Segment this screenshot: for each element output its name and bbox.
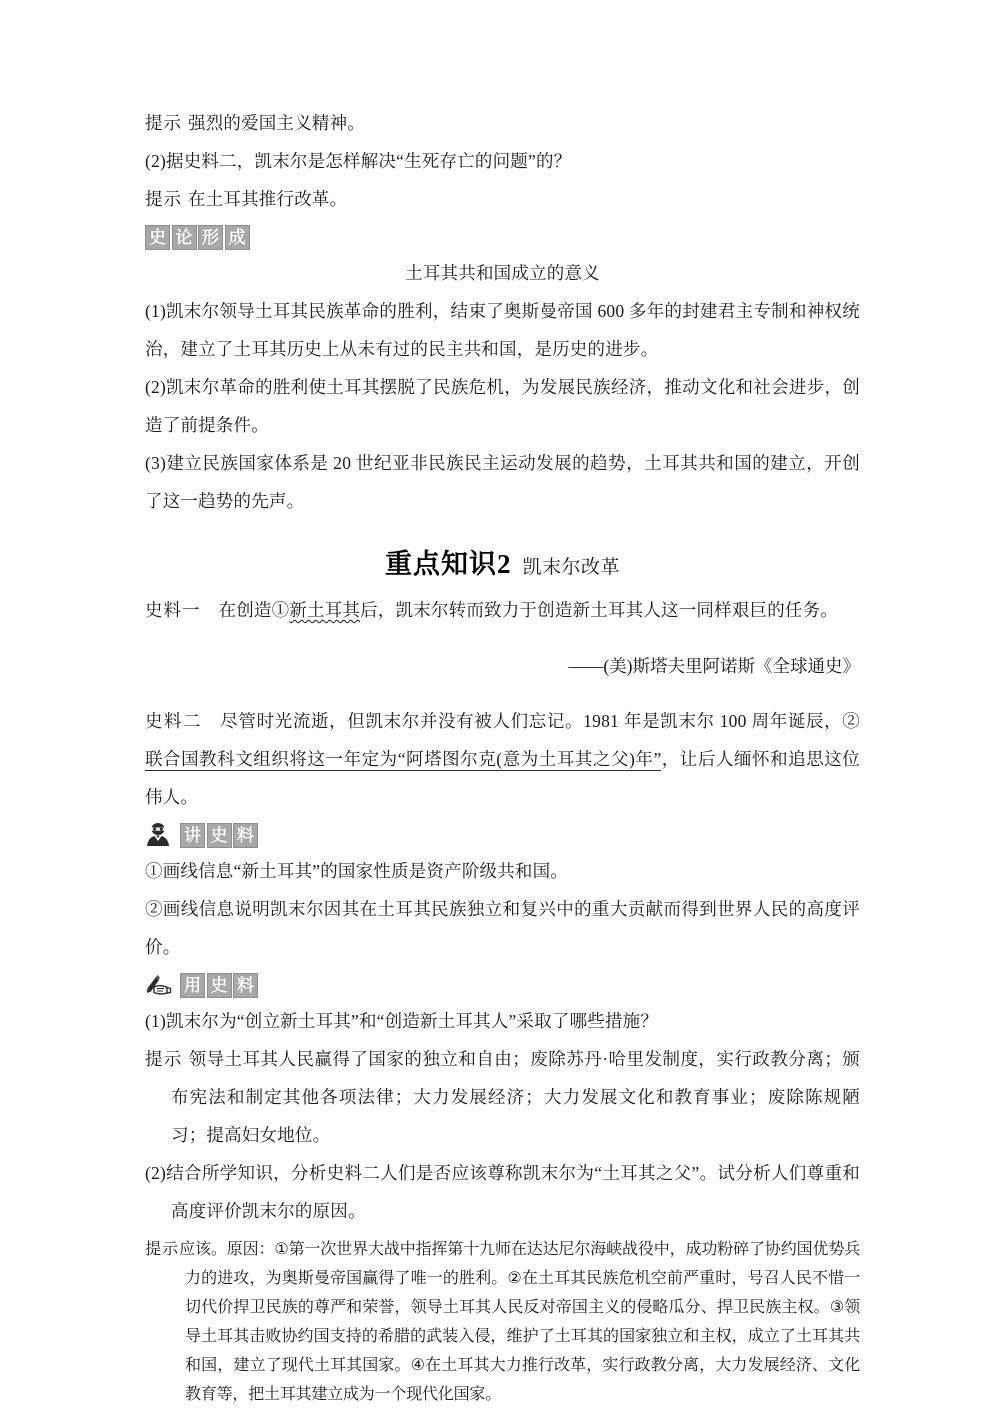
badge-char: 成 [225, 225, 250, 250]
jiang-item-1: ①画线信息“新土耳其”的国家性质是资产阶级共和国。 [145, 861, 569, 881]
yong-tip-2 [145, 1234, 860, 1408]
shiliao-1-source: ——(美)斯塔夫里阿诺斯《全球通史》 [568, 655, 860, 676]
shiliao-2-label: 史料二 [145, 711, 202, 731]
badge-char: 料 [233, 823, 258, 848]
shiliao-1-text-before: 在创造① [218, 600, 290, 620]
tip-label-1: 提示 [145, 113, 182, 133]
section-heading-main: 重点知识 [384, 549, 497, 580]
badge-chars-yong [180, 973, 260, 998]
badge-yong-shiliao [145, 970, 860, 1000]
badge-char: 史 [145, 225, 170, 250]
badge-chars-jiang [180, 823, 260, 848]
badge-char: 料 [233, 973, 258, 998]
tip-line-1 [145, 104, 860, 142]
shilun-title: 土耳其共和国成立的意义 [405, 263, 600, 283]
shilun-item-1: (1)凯末尔领导土耳其民族革命的胜利，结束了奥斯曼帝国 600 多年的封建君主专制和神权统治，建立了土耳其历史上从未有过的民主共和国，是历史的进步。 [145, 301, 860, 359]
tip-label-4: 提示 [145, 1239, 180, 1258]
yong-question-2: (2)结合所学知识，分析史料二人们是否应该尊称凯末尔为“土耳其之父”。试分析人们尊重和高度评价凯末尔的原因。 [145, 1163, 860, 1221]
teacher-head-icon [145, 822, 175, 848]
page-content [145, 104, 860, 1408]
badge-char: 史 [207, 823, 232, 848]
shiliao-1-label: 史料一 [145, 600, 201, 620]
shiliao-1-underlined: 新土耳其 [289, 600, 361, 620]
shiliao-2-text-before: 尽管时光流逝，但凯末尔并没有被人们忘记。1981 年是凯末尔 100 周年诞辰，② [219, 711, 861, 731]
tip-text-2: 在土耳其推行改革。 [188, 189, 348, 209]
badge-shilun-xingcheng [145, 222, 860, 252]
badge-char: 用 [180, 973, 205, 998]
shiliao-2-text-after: ，让后人缅怀和追思这位伟人。 [145, 749, 861, 807]
section-heading [145, 542, 860, 581]
tip-label-2: 提示 [145, 189, 182, 209]
badge-chars-shilun [145, 225, 251, 250]
jiang-item-2: ②画线信息说明凯末尔因其在土耳其民族独立和复兴中的重大贡献而得到世界人民的高度评价。 [145, 899, 860, 957]
yong-tip-1 [145, 1040, 860, 1154]
shilun-item-3: (3)建立民族国家体系是 20 世纪亚非民族民主运动发展的趋势，土耳其共和国的建立，开创了这一趋势的先声。 [145, 453, 860, 511]
shilun-item-2: (2)凯末尔革命的胜利使土耳其摆脱了民族危机，为发展民族经济，推动文化和社会进步，创造了前提条件。 [145, 377, 860, 435]
question-2: (2)据史料二，凯末尔是怎样解决“生死存亡的问题”的？ [145, 151, 572, 171]
tip-label-3: 提示 [145, 1049, 183, 1069]
badge-jiang-shiliao [145, 820, 860, 850]
badge-char: 讲 [180, 823, 205, 848]
tip-text-3: 领导土耳其人民赢得了国家的独立和自由；废除苏丹·哈里发制度，实行政教分离；颁布宪法和制定其他各项法律；大力发展经济；大力发展文化和教育事业；废除陈规陋习；提高妇女地位。 [171, 1049, 860, 1145]
section-heading-number: 2 [496, 549, 511, 579]
shiliao-1-text-after: 后，凯末尔转而致力于创造新土耳其人这一同样艰巨的任务。 [360, 600, 839, 620]
shiliao-2-underlined: 联合国教科文组织将这一年定为“阿塔图尔克(意为土耳其之父)年” [145, 749, 662, 769]
tip-text-4: 应该。原因：①第一次世界大战中指挥第十九师在达达尼尔海峡战役中，成功粉碎了协约国优势兵力的进攻，为奥斯曼帝国赢得了唯一的胜利。②在土耳其民族危机空前严重时，号召人民不惜一切代价捍卫民族的尊严和荣誉，领导土耳其人民反对帝国主义的侵略瓜分、捍卫民族主权。③领导土耳其击败协约国支持的希腊的武装入侵，维护了土耳其的国家独立和主权，成立了土耳其共和国，建立了现代土耳其国家。④在土耳其大力推行改革，实行政教分离，大力发展经济、文化教育等，把土耳其建立成为一个现代化国家。 [179, 1239, 860, 1403]
badge-char: 论 [172, 225, 197, 250]
badge-char: 形 [198, 225, 223, 250]
shiliao-2 [145, 702, 860, 816]
section-heading-subtitle: 凯末尔改革 [522, 557, 620, 578]
yong-question-1: (1)凯末尔为“创立新土耳其”和“创造新土耳其人”采取了哪些措施？ [145, 1011, 659, 1031]
tip-text-1: 强烈的爱国主义精神。 [188, 113, 365, 133]
badge-char: 史 [207, 973, 232, 998]
tip-line-2 [145, 180, 860, 218]
shiliao-1 [145, 591, 860, 629]
hand-with-pen-icon [145, 972, 175, 998]
